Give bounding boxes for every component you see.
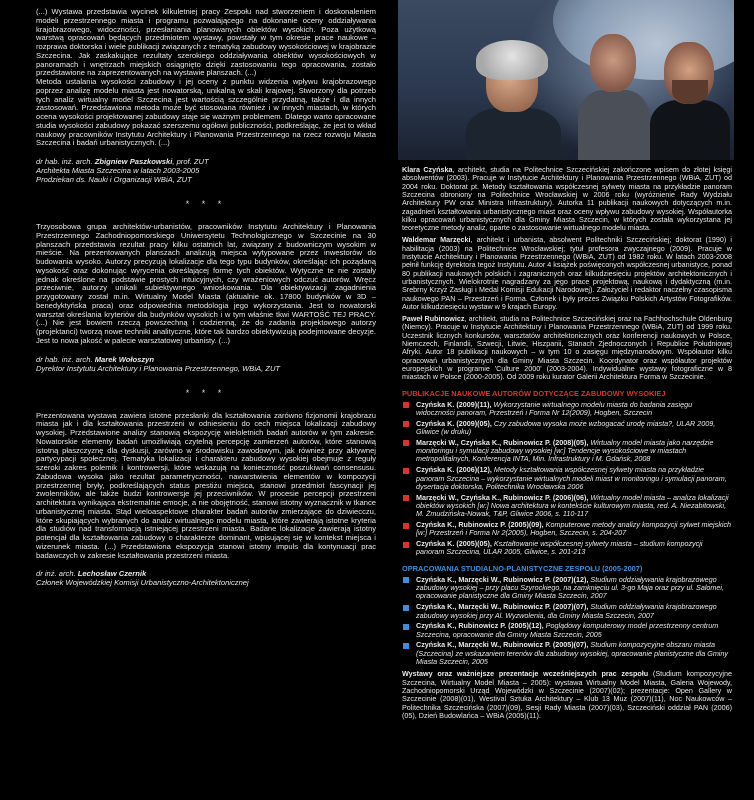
sig-role: Dyrektor Instytutu Architektury i Planowania Przestrzennego, WBiA, ZUT (36, 363, 281, 373)
blue-square-icon (403, 577, 409, 583)
red-square-icon (403, 440, 409, 446)
list-item: Czyńska K. (2009)(11), Wykorzystanie wirtualnego modelu miasta do badania zasięgu widoczności panoram, Przestrzeń i Forma Nr 12(2009), Hogben, Szczecin (402, 401, 732, 418)
publications-heading: PUBLIKACJE NAUKOWE AUTORÓW DOTYCZĄCE ZABUDOWY WYSOKIEJ (402, 388, 666, 398)
red-square-icon (403, 402, 409, 408)
list-item: Czyńska K., Marzęcki W., Rubinowicz P. (2007)(12), Studium oddziaływania krajobrazowego zabudowy wysokiej – przy placu Szyrockiego, na zamknięciu ul. 3-go Maja oraz przy ul. Salomei, opracowanie planistyczne dla Gminy Miasta Szczecin, 2007 (402, 576, 732, 601)
blue-square-icon (403, 605, 409, 611)
red-square-icon (403, 468, 409, 474)
sig-prefix: dr hab. inż. arch. (36, 157, 93, 166)
left-column (36, 8, 376, 587)
sig-role-2: Prodziekan ds. Nauki i Organizacji WBiA, ZUT (36, 175, 192, 184)
red-square-icon (403, 495, 409, 501)
list-item: Czyńska K. (2009)(05), Czy zabudowa wysoka może wzbogacać urodę miasta?, ULAR 2009, Gliwice (w druku) (402, 420, 732, 437)
sig-role-1: Architekta Miasta Szczecina w latach 2003-2005 (36, 166, 200, 175)
review-2-signature (36, 355, 376, 373)
sig-name: Lechosław Czernik (77, 569, 147, 579)
review-1-paragraph-2: Metoda ustalania wysokości zabudowy i jej oceny z punktu widzenia wpływu krajobrazowego poprzez analizę modelu miasta jest nowatorską, unikalną w skali krajowej. Stworzony dla potrzeb tych analiz wirtualny model Szczecina jest wartością szczególnie przydatną, także i dla innych zastosowań. Przedstawiona metoda może być stosowana również i w innych miastach, w których ocena wysokości projektowanej zabudowy staje się ważnym problemem. Dlatego warto opracowane studia wysokości zabudowy pokazać szerszemu ogółowi publiczności, podkreślając, że jest to wkład naukowy pracowników Instytutu Architektury i Planowania Przestrzennego na rzecz rozwoju Miasta Szczecina i badań urbanistycznych. (...) (36, 77, 376, 148)
list-item: Czyńska K., Marzęcki W., Rubinowicz P. (2007)(07), Studium oddziaływania krajobrazowego zabudowy wysokiej przy Al. Wyzwolenia, dla Gminy Miasta Szczecin, 2007 (402, 603, 732, 620)
list-item: Czyńska K., Rubinowicz P. (2005)(09), Komputerowe metody analizy kompozycji sylwet miejskich [w:] Przestrzeń i Forma Nr 2(2005), Hogben, Szczecin, s. 204-207 (402, 521, 732, 538)
review-3-signature (36, 569, 376, 587)
review-3-paragraph: Prezentowana wystawa zawiera istotne przesłanki dla kształtowania zarówno fizjonomii krajobrazu miasta jak i dla kształtowania przestrzeni w odniesieniu do cech miejsca lokalizacji zabudowy wysokiej. Przedstawione analizy stanowią ekspozycję wieloletnich badań autorów w tym zakresie. Nowatorskie elementy badań umożliwiają czytelną percepcję zamierzeń autorów, które stanowią istotną płaszczyznę dla dyskusji, zarówno w środowisku zawodowym, jak również przy aktywnej partycypacji społecznej. Tematyka lokalizacji i charakteru zabudowy wysokiej obejmuje z reguły szeroki zakres polemik i kontrowersji, które wskazują na konieczność poszukiwań consensusu. Zabudowa wysoka jako rezultat parametryczności, nawarstwienia elementów w kompozycji przestrzennej bryły, podkreślających status prestiżu miejsca, stanowi przedmiot fascynacji jej zwolenników, ale także budzi kontrowersje jej przeciwników. W procesie percepcji przestrzeni architektura wynikająca ekstremalnie emocje, a nie obojętność, stanowi istotny wyznacznik w tkance urbanistycznej miasta. Stąd wieloaspektowe charakter badań autorów zmierzające do dziwiecczu, które skupiających wybranych do analiz wirtualnego modelu miasta, które zawierają istotne kryteria dla studiów nad transformacją istniejącej przestrzeni miasta. Badane lokalizacje zawierają istotny potencjał dla kształtowania zabudowy o charakterze dominant, wpisującej się w kontekst miejsca i wizerunek miasta. (...) Przedstawiona ekspozycja stanowi istotny impuls dla kontynuacji prac badawczych w zakresie kształtowania przestrzeni miasta. (36, 410, 376, 560)
sig-prefix: dr hab. inż. arch. (36, 354, 93, 364)
person-right (650, 40, 730, 160)
list-item: Czyńska K., Rubinowicz P. (2005)(12), Poglądowy komputerowy model przestrzenny centrum Szczecina, opracowanie dla Gminy Miasta Szczecin, 2005 (402, 622, 732, 639)
authors-photo (398, 0, 734, 160)
person-left (466, 46, 561, 160)
sig-role: Członek Wojewódzkiej Komisji Urbanistyczno-Architektonicznej (36, 578, 249, 588)
sig-suffix: , prof. ZUT (172, 157, 209, 166)
list-item: Marzęcki W., Czyńska K., Rubinowicz P. (2006)(06), Wirtualny model miasta – analiza lokalizacji obiektów wysokich [w:] Nowa architektura w kontekście kulturowym miasta, red. A. Niezabitowski, M. Żmudzińska-Nowak, T&P, Gliwice 2006, s. 110-117 (402, 494, 732, 519)
list-item: Czyńska K. (2005)(05), Kształtowanie współczesnej sylwety miasta – studium kompozycji panoram Szczecina, ULAR 2005, Gliwice, s. 201-213 (402, 540, 732, 557)
section-divider: * * * (185, 387, 227, 398)
red-square-icon (403, 523, 409, 529)
exhibitions-paragraph: Wystawy oraz ważniejsze prezentacje wcześniejszych prac zespołu (Studium kompozycyjne Szczecina, Wirtualny Model Miasta – 2005): wystawa Wirtualny Model Miasta, Galeria Wojewody, Zachodniopomorski Urząd Wojewódzki w Szczecinie (2007)(02); prezentacje: Open Gallery w Szczecinie (2008)(01), Westival Sztuka Architektury – Klub 13 Muz (2007)(11), Noc Naukowców – Politechnika Szczecińska (2007)(09), Sesji Rady Miasta (2007)(03), Szczeciński oddział PAN (2006)(05), Dzień Budowlańca – WBiA (2005)(11). (402, 669, 733, 721)
review-1-signature (36, 157, 376, 184)
right-column (398, 0, 734, 728)
bio-pawel: Paweł Rubinowicz, architekt, studia na Politechnice Szczecińskiej oraz na Fachhochschule Oldenburg (Niemcy). Pracuje w Instytucie Architektury i Planowania Przestrzennego (WBiA, ZUT) od 1999 roku. Uczestnik licznych konkursów, warsztatów architektonicznych oraz konferencji naukowych w Polsce, Niemczech, Finlandii, Szwecji, Litwie, Hiszpanii, Stanach Zjednoczonych i Republice Południowej Afryki. Autor 18 publikacji naukowych – w tym 10 o zasięgu międzynarodowym. Współautor kilku opracowań urbanistycznych dla Gminy Miasta Szczecin. Koordynator oraz współautor projektów europejskich w programie 'Culture 2000' (2003-2004). Indywidualne wystawy fotograficzne w 8 miastach w Polsce (2000-2005). Od 2009 roku kurator Galerii Architektura Forma w Szczecinie. (402, 313, 732, 382)
review-2-paragraph: Trzyosobowa grupa architektów-urbanistów, pracowników Instytutu Architektury i Planowania Przestrzennego Zachodniopomorskiego Uniwersytetu Technologicznego w Szczecinie na 30 planszach przedstawia rezultat pracy kilku ostatnich lat, związany z budowniczym wysokim w mieście. Na prezentowanych planszach analizują miejsca wytypowane przez inwestorów do budowania wysoko. Autorzy precyzują lokalizacje dla tego typu budynków, określając ich pożądaną wysokość oraz dokonując wyrycenia określającej formę tych obiektów. Wytyczne te nie zostały jednak określone na podstawie prostych intuicyjnych, czy wrażeniowych odczuć autorów. Wręcz przeciwnie, autorzy unikali subiektywnego wnioskowania. Dla obiektywizacji zagadnienia przygotowany został m.in. Wirtualny Model Miasta (aktualnie ok. 17800 budynków w 3D – benedyktyńska praca) oraz odpowiednia metodologia jego wykorzystania. Jest to nowatorski warsztat określania kryteriów dla budynków wysokich i w tym właśnie tkwi WARTOŚĆ TEJ PRACY. (...) Nie jest bowiem rzeczą powszechną i codzienną, że do zadania projektowego autorzy (projektanci) tworzą nowe techniki analityczne, które tak bardzo obiektywizują podejmowane decyzje. Jest to nowa jakość w palecie warsztatowej urbanisty. (...) (36, 222, 376, 345)
red-square-icon (403, 542, 409, 548)
list-item: Czyńska K. (2006)(12), Metody kształtowania współczesnej sylwety miasta na przykładzie panoram Szczecina – wykorzystanie wirtualnych modeli miast w monitoringu i symulacji panoram, dysertacja doktorska, Politechnika Wrocławska 2006 (402, 466, 732, 491)
bio-klara: Klara Czyńska, architekt, studia na Politechnice Szczecińskiej zakończone wpisem do złotej księgi absolwentów (2003). Pracuje w Instytucie Architektury i Planowania Przestrzennego (WBiA, ZUT) od 2004 roku. Doktorat pt. Metody kształtowania współczesnej sylwety miasta na przykładzie panoram Szczecina obroniony na Politechnice Wrocławskiej w 2006 roku (wyróżnienie Rady Wydziału Architektury PW oraz Ministra Infrastruktury). Autorka 11 publikacji naukowych dotyczących m.in. zagadnień kształtowania urbanistycznego miast oraz oceny wpływu zabudowy wysokiej. Współautorka kilku opracowań urbanistycznych dla Gminy Miasta Szczecin, w których została wykorzystana jej teoretyczne metody analiz, oparte o zastosowanie wirtualnego modelu miasta. (402, 165, 732, 233)
publications-list (402, 401, 732, 557)
red-square-icon (403, 421, 409, 427)
section-divider: * * * (185, 199, 227, 209)
person-center (578, 34, 648, 160)
sig-name: Marek Wołoszyn (94, 354, 155, 364)
list-item: Czyńska K., Marzęcki W., Rubinowicz P. (2005)(07), Studium kompozycyjne obszaru miasta (Szczecina) ze wskazaniem terenów dla zabudowy wysokiej, opracowanie planistyczne dla Gminy Miasta Szczecin, 2005 (402, 641, 732, 666)
studies-list (402, 576, 732, 667)
sig-prefix: dr inż. arch. (36, 569, 76, 579)
blue-square-icon (403, 643, 409, 649)
review-1-paragraph-1: (...) Wystawa przedstawia wycinek kilkuletniej pracy Zespołu nad stworzeniem i doskonaleniem modeli przestrzennego miasta i programu pozwalającego na dokonanie oceny oddziaływania krajobrazowego, widoczności, przesłaniania planowanych obiektów wysokich. Poza użytkową warstwą opracowań będących przedmiotem wystawy, powstały w tym okresie prace naukowe – rozprawa doktorska i wiele publikacji związanych z tematyką zabudowy wysokościowej w krajobrazie Szczecina. Jak zaskakujące rezultaty szerokiego oddziaływania obiektów wysokościowych w panoramach i wnętrzach miejskich osiągnięto dzięki zastosowaniu tego opracowania, zostało przedstawione na zaprezentowanych na wystawie planszach. (...) (36, 7, 376, 78)
sig-name: Zbigniew Paszkowski (94, 157, 173, 166)
studies-heading: OPRACOWANIA STUDIALNO-PLANISTYCZNE ZESPOŁU (2005-2007) (402, 563, 643, 573)
authors-info (398, 160, 734, 720)
bio-waldemar: Waldemar Marzęcki, architekt i urbanista, absolwent Politechniki Szczecińskiej; doktorat (1990) i habilitacja (2003) na Politechnice Wrocławskiej; tytuł profesora zwyczajnego (2009). Pracuje w Instytucie Architektury i Planowania Przestrzennego (WBiA, ZUT) od 1982 roku. W latach 2003-2008 pełnił funkcję dyrektora tegoż Instytutu. Autor 4 książek poświęconych współczesnej urbanistyce, ponad 80 publikacji naukowych polskich i zagranicznych oraz kilkudziesięciu projektów architektonicznych i urbanistycznych. Wielokrotnie nagradzany za jego prace projektową, naukową i dydaktyczną (m.in. Srebrny Krzyż Zasługi i Medal Komisji Edukacji Narodowej). Założyciel i redaktor naczelny czasopisma naukowego PAN – Przestrzeń i Forma. Członek i były prezes Związku Polskich Artystów Fotografików. Autor kilkudziesięciu wystaw w 9 krajach Europy. (402, 235, 732, 311)
list-item: Marzęcki W., Czyńska K., Rubinowicz P. (2008)(05), Wirtualny model miasta jako narzędzie monitoringu i symulacji zabudowy wysokiej [w:] Tendencje wysokościowe w miastach metropolitalnych, Konferencja INTA, Min. Infrastruktury i M. Gdańsk, 2008 (402, 439, 732, 464)
blue-square-icon (403, 624, 409, 630)
